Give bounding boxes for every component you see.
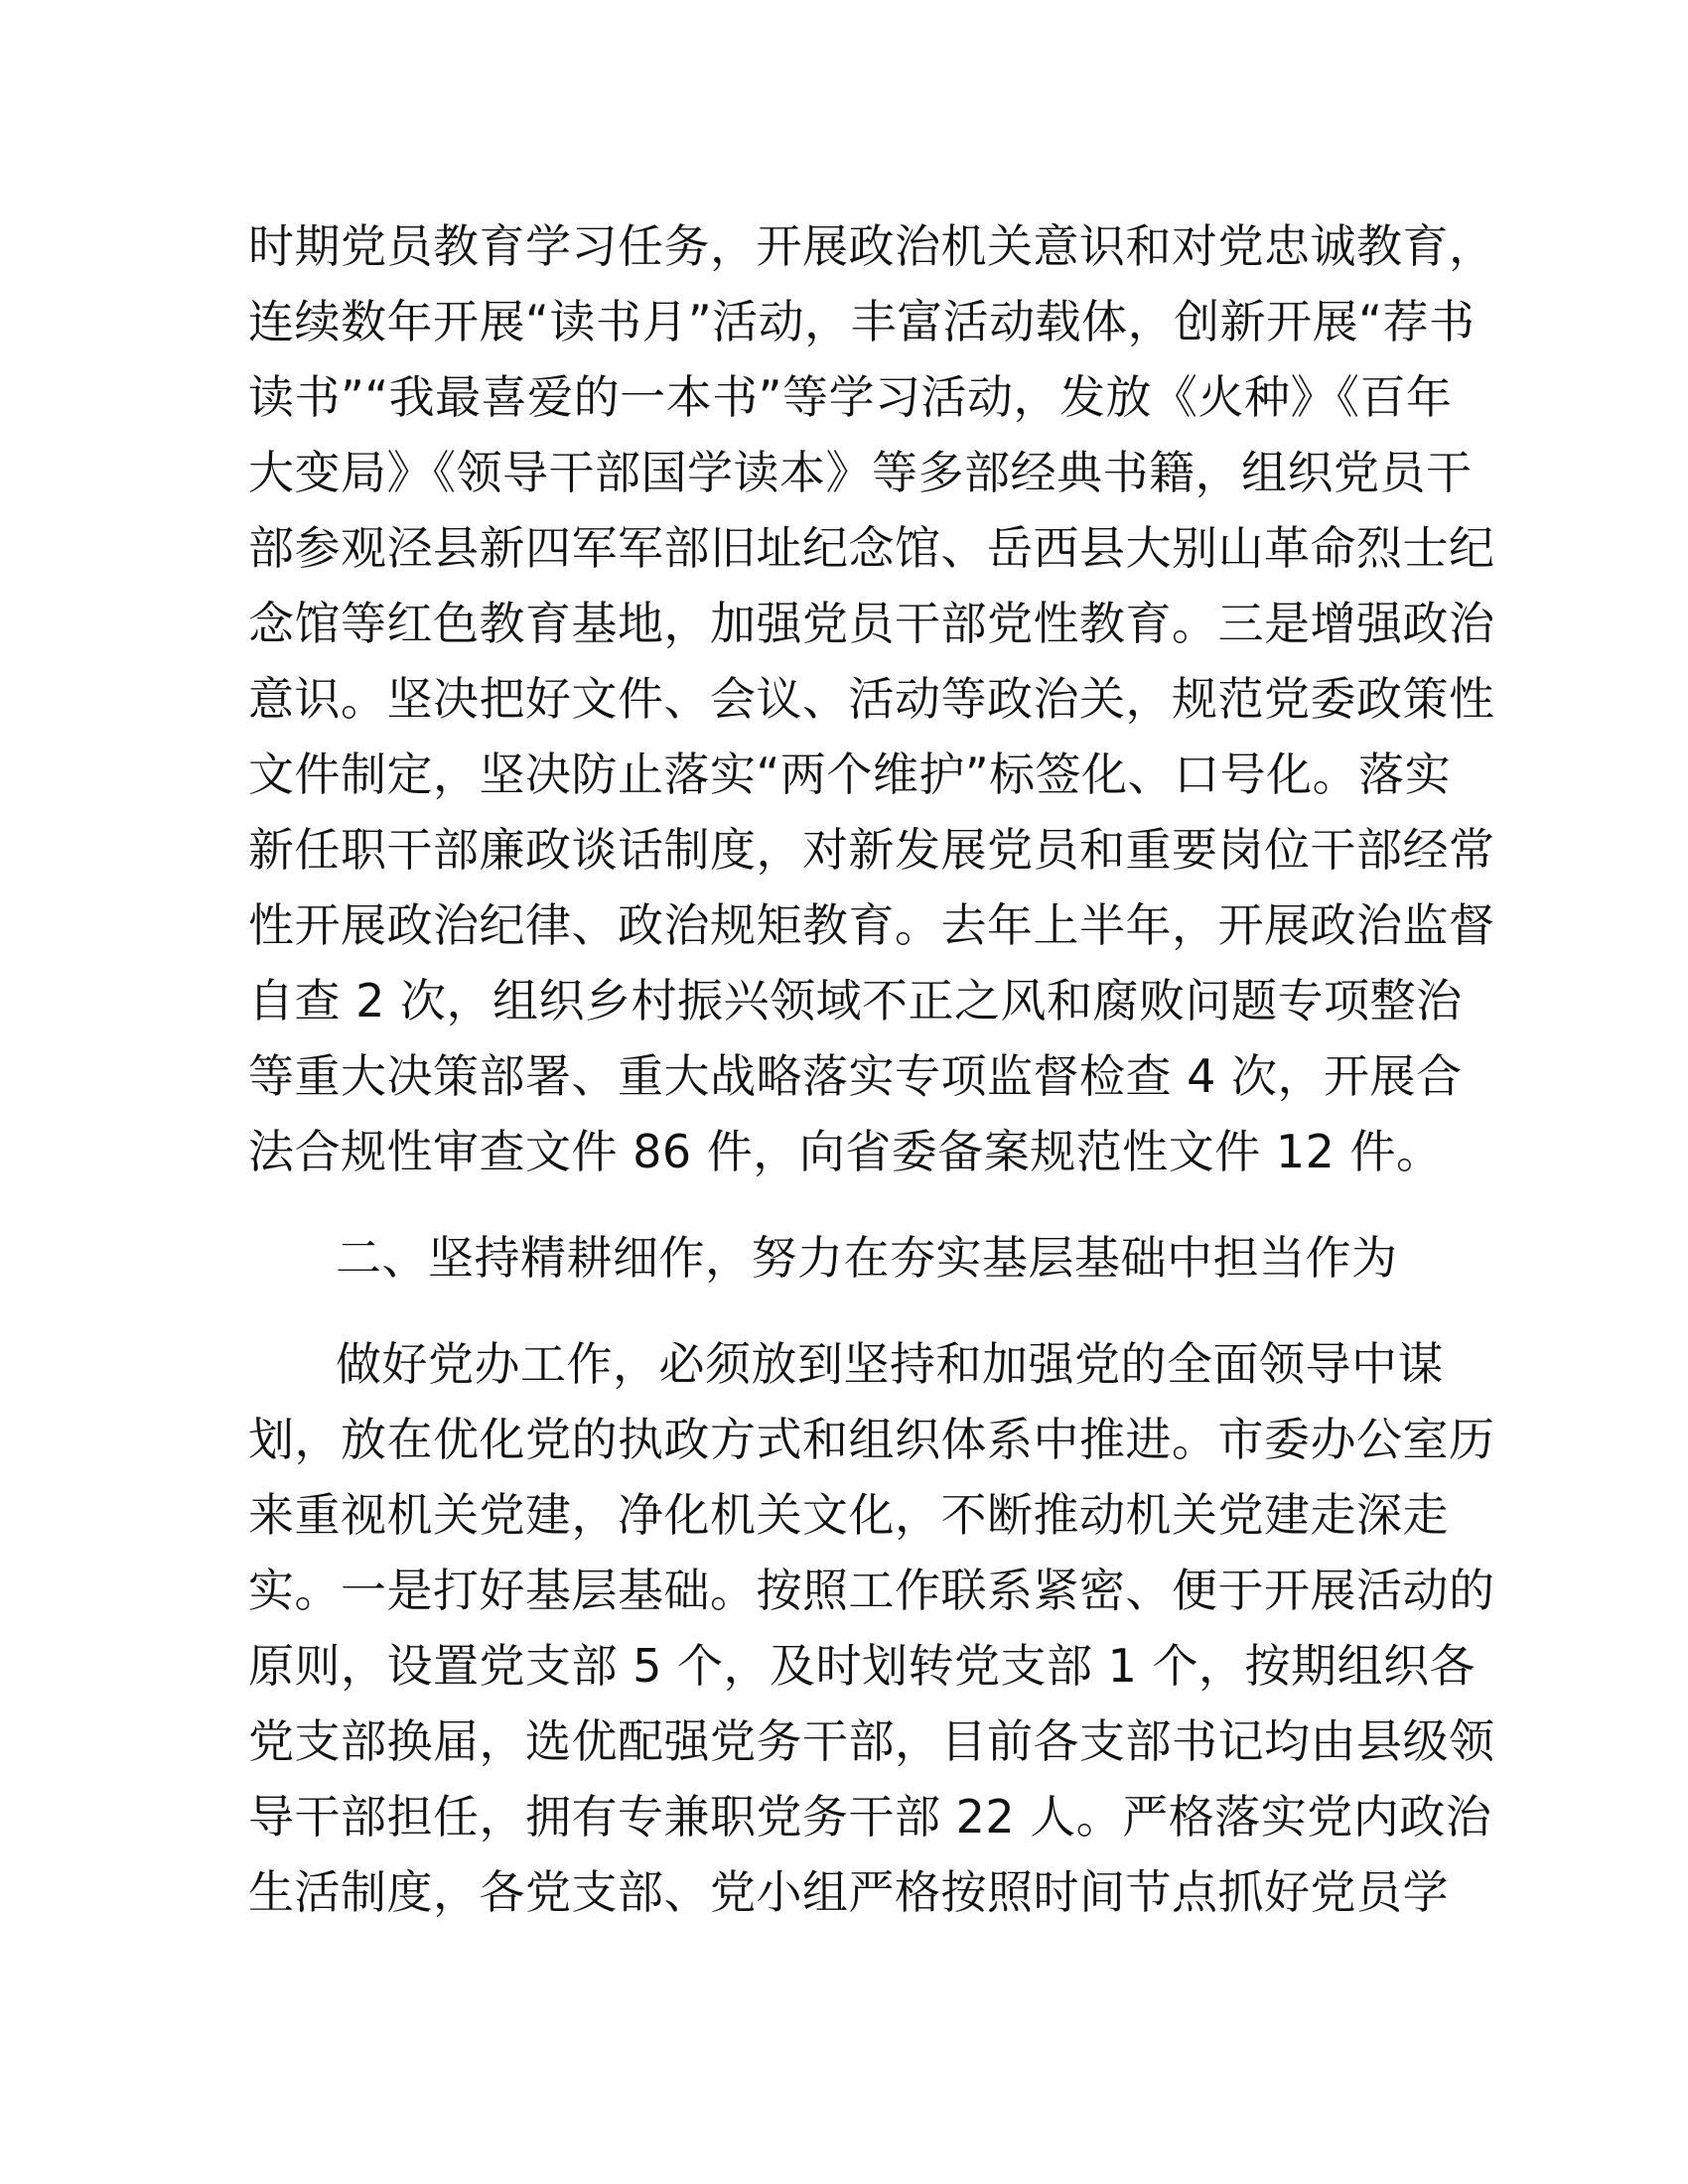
text-line: 大变局》《领导干部国学读本》等多部经典书籍，组织党员干 (248, 446, 1473, 499)
text-line: 时期党员教育学习任务，开展政治机关意识和对党忠诚教育， (248, 219, 1495, 273)
text-line: 读书”“我最喜爱的一本书”等学习活动，发放《火种》《百年 (248, 370, 1453, 424)
text-line: 性开展政治纪律、政治规矩教育。去年上半年，开展政治监督 (248, 898, 1495, 952)
text-line: 来重视机关党建，净化机关文化，不断推动机关党建走深走 (248, 1488, 1449, 1542)
text-line: 连续数年开展“读书月”活动，丰富活动载体，创新开展“荐书 (248, 295, 1476, 348)
text-line: 意识。坚决把好文件、会议、活动等政治关，规范党委政策性 (248, 672, 1495, 726)
text-line: 念馆等红色教育基地，加强党员干部党性教育。三是增强政治 (248, 597, 1495, 650)
text-line: 法合规性审查文件 86 件，向省委备案规范性文件 12 件。 (248, 1125, 1443, 1178)
text-line: 党支部换届，选优配强党务干部，目前各支部书记均由县级领 (248, 1714, 1495, 1768)
text-line: 生活制度，各党支部、党小组严格按照时间节点抓好党员学 (248, 1865, 1449, 1919)
text-line: 部参观泾县新四军军部旧址纪念馆、岳西县大别山革命烈士纪 (248, 521, 1495, 575)
text-line: 自查 2 次，组织乡村振兴领域不正之风和腐败问题专项整治 (248, 974, 1463, 1027)
text-line: 文件制定，坚决防止落实“两个维护”标签化、口号化。落实 (248, 748, 1452, 801)
section-heading-text: 二、坚持精耕细作，努力在夯实基层基础中担当作为 (336, 1231, 1398, 1285)
text-line: 实。一是打好基层基础。按照工作联系紧密、便于开展活动的 (248, 1564, 1495, 1617)
text-line: 做好党办工作，必须放到坚持和加强党的全面领导中谋 (336, 1337, 1444, 1391)
text-line: 划，放在优化党的执政方式和组织体系中推进。市委办公室历 (248, 1413, 1495, 1466)
text-line: 等重大决策部署、重大战略落实专项监督检查 4 次，开展合 (248, 1049, 1463, 1103)
text-line: 新任职干部廉政谈话制度，对新发展党员和重要岗位干部经常 (248, 823, 1495, 877)
text-line: 导干部担任，拥有专兼职党务干部 22 人。严格落实党内政治 (248, 1790, 1492, 1843)
text-line: 原则，设置党支部 5 个，及时划转党支部 1 个，按期组织各 (248, 1639, 1477, 1693)
